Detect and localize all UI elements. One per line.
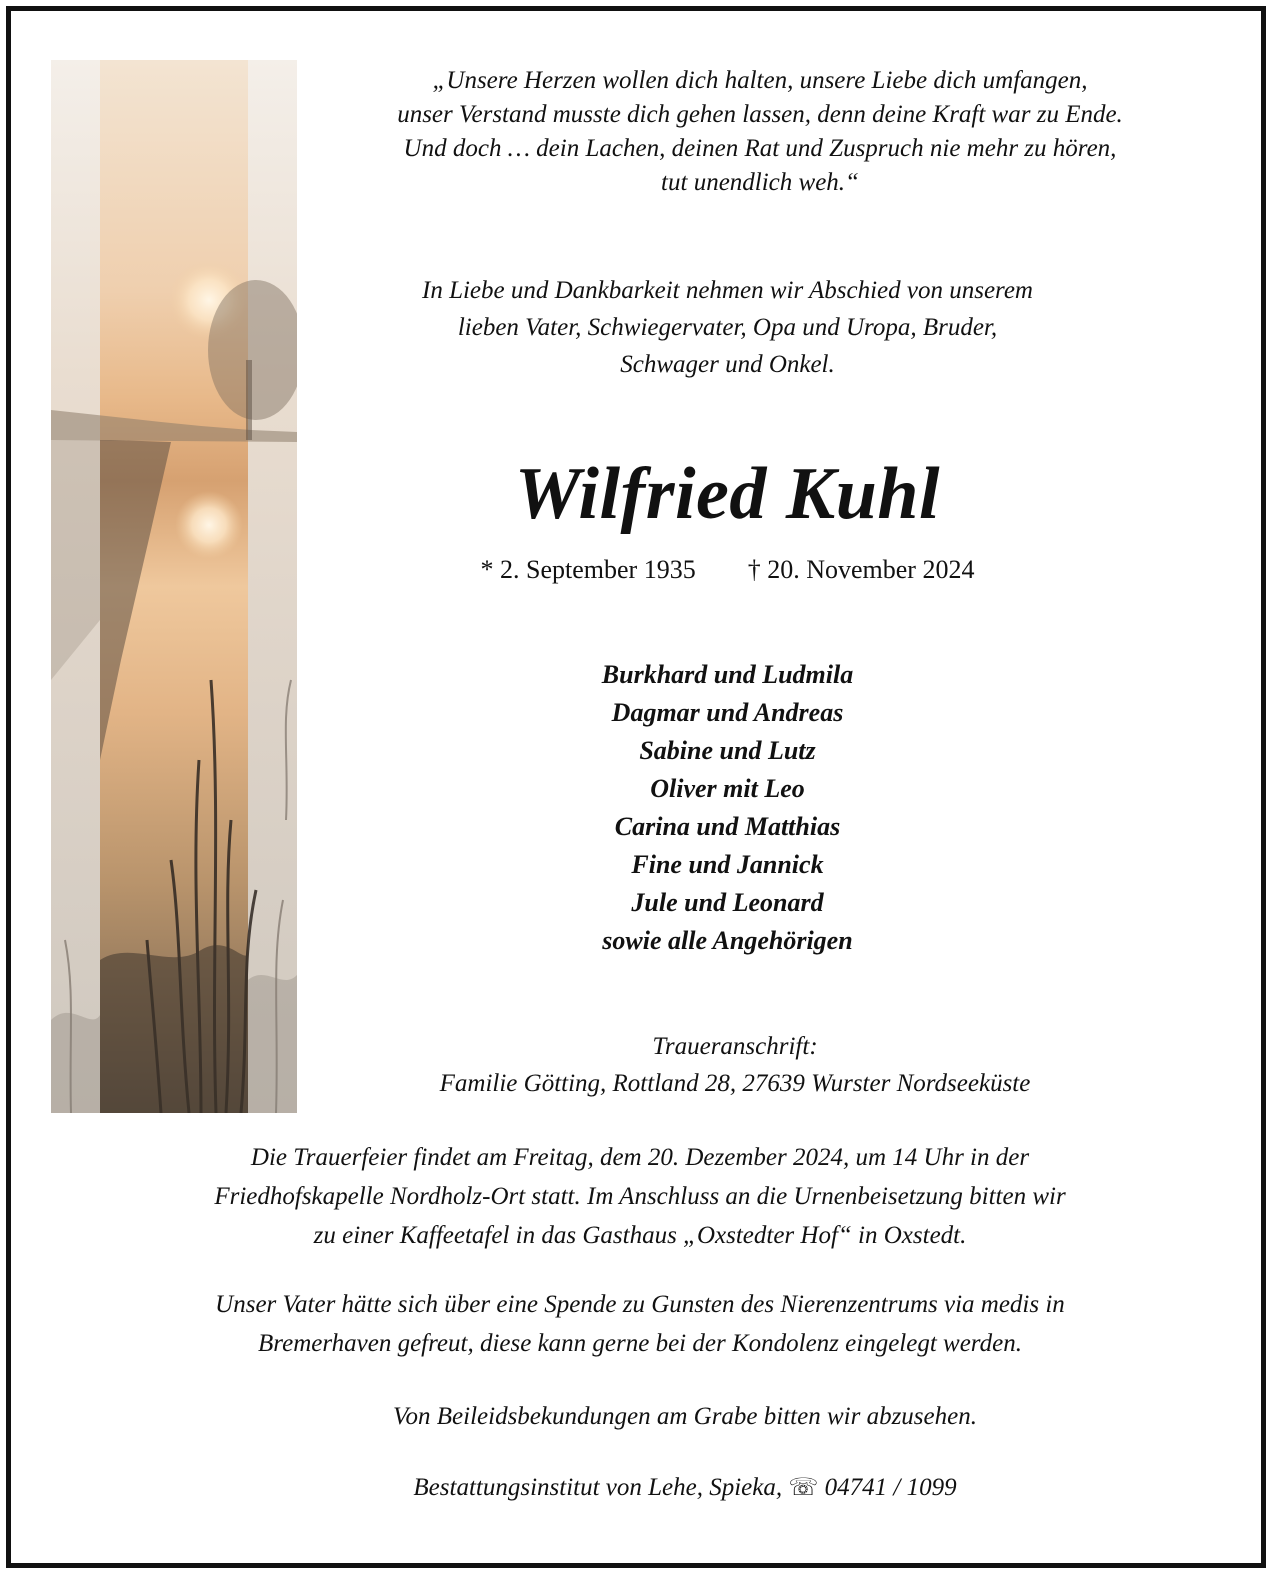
funeral-info <box>40 1138 1240 1255</box>
quote-line: „Unsere Herzen wollen dich halten, unsere Liebe dich umfangen, <box>432 67 1088 94</box>
sunset-reflection-image <box>51 60 297 1113</box>
family-member: Burkhard und Ludmila <box>601 660 854 689</box>
intro-line: lieben Vater, Schwiegervater, Opa und Uropa, Bruder, <box>457 314 998 341</box>
funeral-line: Die Trauerfeier findet am Freitag, dem 20. Dezember 2024, um 14 Uhr in der <box>250 1144 1030 1171</box>
family-member: Jule und Leonard <box>631 888 824 917</box>
family-members <box>300 656 1155 960</box>
life-dates <box>300 552 1155 588</box>
address-line: Familie Götting, Rottland 28, 27639 Wurster Nordseeküste <box>439 1070 1031 1097</box>
farewell-intro <box>300 272 1155 383</box>
condolence-note: Von Beileidsbekundungen am Grabe bitten wir abzusehen. <box>393 1403 977 1430</box>
quote-line: Und doch … dein Lachen, deinen Rat und Zuspruch nie mehr zu hören, <box>403 135 1117 162</box>
phone-icon: ☏ <box>788 1475 819 1501</box>
undertaker-phone: 04741 / 1099 <box>824 1474 957 1501</box>
memorial-quote <box>300 64 1220 200</box>
quote-line: tut unendlich weh.“ <box>661 169 859 196</box>
intro-line: In Liebe und Dankbarkeit nehmen wir Abschied von unserem <box>422 277 1033 304</box>
family-member: sowie alle Angehörigen <box>602 926 853 955</box>
undertaker-name: Bestattungsinstitut von Lehe, Spieka, <box>413 1474 783 1501</box>
birth-date: * 2. September 1935 <box>480 555 696 584</box>
donation-line: Unser Vater hätte sich über eine Spende zu Gunsten des Nierenzentrums via medis in <box>215 1291 1065 1318</box>
donation-info <box>40 1285 1240 1363</box>
death-date: † 20. November 2024 <box>747 555 975 584</box>
undertaker-contact <box>40 1468 1280 1508</box>
family-member: Sabine und Lutz <box>639 736 816 765</box>
family-member: Dagmar und Andreas <box>611 698 844 727</box>
quote-line: unser Verstand musste dich gehen lassen, denn deine Kraft war zu Ende. <box>397 101 1123 128</box>
funeral-line: Friedhofskapelle Nordholz-Ort statt. Im Anschluss an die Urnenbeisetzung bitten wir <box>214 1183 1066 1210</box>
intro-line: Schwager und Onkel. <box>620 351 835 378</box>
address-label: Traueranschrift: <box>652 1033 818 1060</box>
family-member: Fine und Jannick <box>631 850 824 879</box>
family-member: Carina und Matthias <box>614 812 841 841</box>
funeral-line: zu einer Kaffeetafel in das Gasthaus „Oxstedter Hof“ in Oxstedt. <box>313 1222 967 1249</box>
donation-line: Bremerhaven gefreut, diese kann gerne bei der Kondolenz eingelegt werden. <box>258 1330 1022 1357</box>
deceased-name: Wilfried Kuhl <box>514 453 941 535</box>
family-member: Oliver mit Leo <box>650 774 805 803</box>
mourning-address <box>300 1028 1170 1102</box>
